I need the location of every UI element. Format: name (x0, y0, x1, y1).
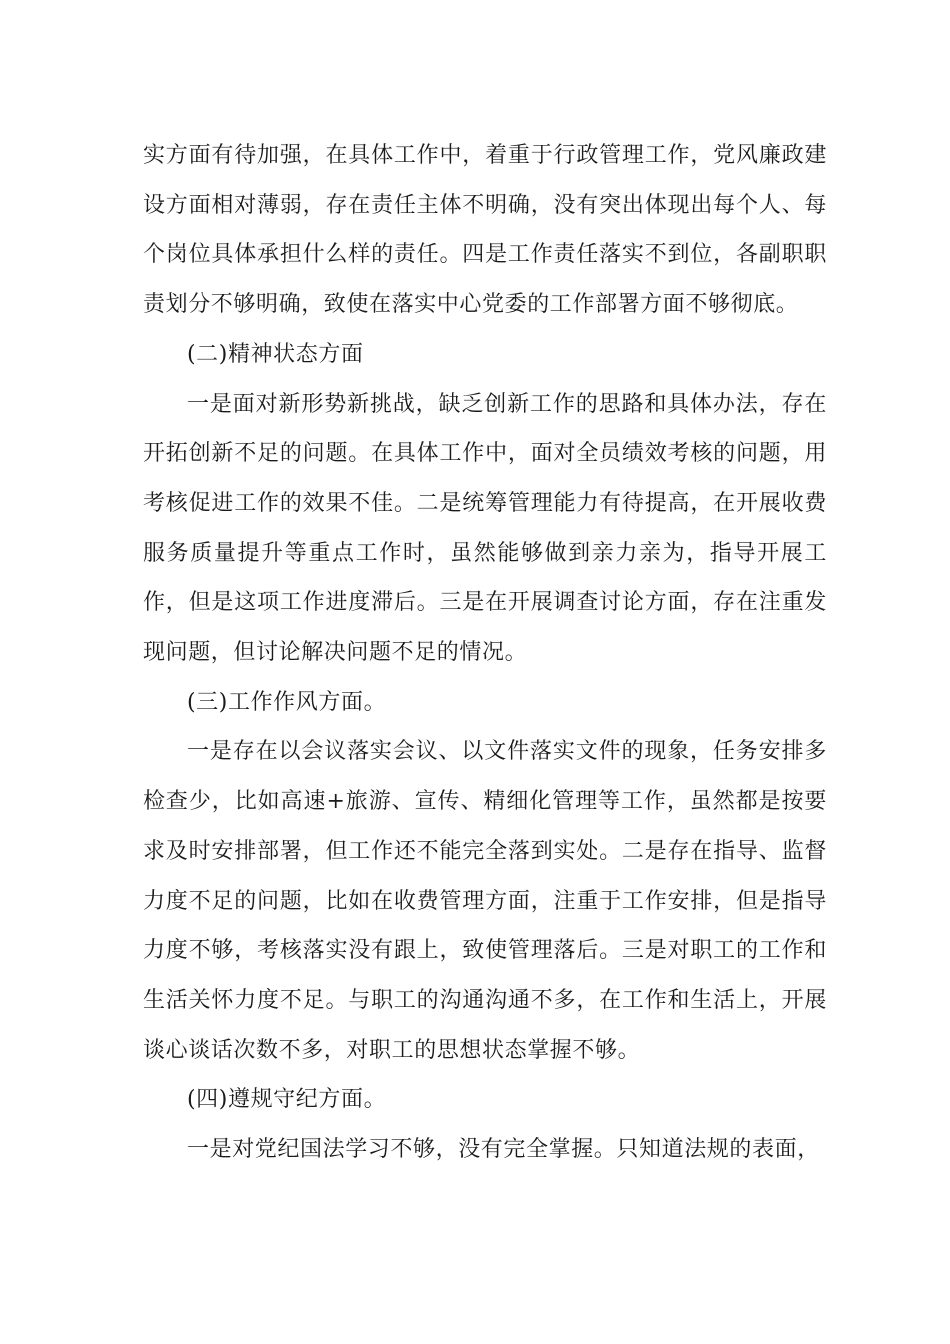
paragraph-spirit: 一是面对新形势新挑战，缺乏创新工作的思路和具体办法，存在开拓创新不足的问题。在具体工作中，面对全员绩效考核的问题，用考核促进工作的效果不佳。二是统筹管理能力有待提高，在开展收费服务质量提升等重点工作时，虽然能够做到亲力亲为，指导开展工作，但是这项工作进度滞后。三是在开展调查讨论方面，存在注重发现问题，但讨论解决问题不足的情况。 (143, 391, 827, 666)
section-heading-spirit: (二)精神状态方面 (187, 341, 364, 367)
document-body (143, 131, 827, 1175)
paragraph-work-style: 一是存在以会议落实会议、以文件落实文件的现象，任务安排多检查少，比如高速+旅游、宣传、精细化管理等工作，虽然都是按要求及时安排部署，但工作还不能完全落到实处。二是存在指导、监督力度不足的问题，比如在收费管理方面，注重于工作安排，但是指导力度不够，考核落实没有跟上，致使管理落后。三是对职工的工作和生活关怀力度不足。与职工的沟通沟通不多，在工作和生活上，开展谈心谈话次数不多，对职工的思想状态掌握不够。 (143, 739, 827, 1063)
section-heading-discipline: (四)遵规守纪方面。 (187, 1087, 387, 1113)
paragraph-continuation: 实方面有待加强，在具体工作中，着重于行政管理工作，党风廉政建设方面相对薄弱，存在责任主体不明确，没有突出体现出每个人、每个岗位具体承担什么样的责任。四是工作责任落实不到位，各副职职责划分不够明确，致使在落实中心党委的工作部署方面不够彻底。 (143, 143, 827, 318)
paragraph-discipline: 一是对党纪国法学习不够，没有完全掌握。只知道法规的表面， (187, 1137, 820, 1163)
section-heading-work-style: (三)工作作风方面。 (187, 689, 387, 715)
